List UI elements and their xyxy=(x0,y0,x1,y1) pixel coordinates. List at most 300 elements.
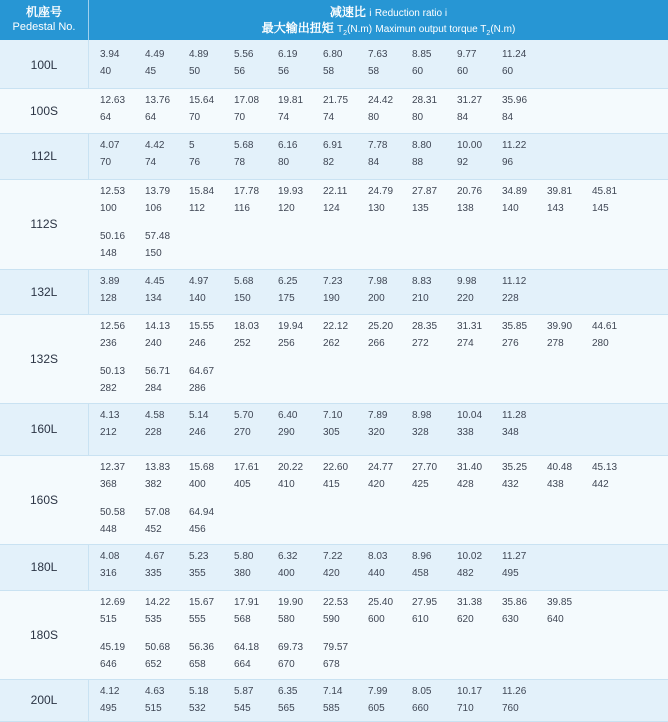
output-torque-value: 134 xyxy=(145,293,162,304)
ratio-torque-cell xyxy=(457,276,501,305)
output-torque-value: 40 xyxy=(100,66,112,77)
reduction-ratio-value: 12.63 xyxy=(100,95,126,106)
reduction-ratio-value: 8.96 xyxy=(412,551,432,562)
ratio-torque-cell xyxy=(502,597,546,626)
output-torque-value: 84 xyxy=(457,112,469,123)
reduction-ratio-value: 5.68 xyxy=(234,276,254,287)
ratio-torque-cell xyxy=(100,95,144,124)
reduction-ratio-value: 17.08 xyxy=(234,95,260,106)
pedestal-label: 132S xyxy=(29,352,59,366)
ratio-torque-cell xyxy=(145,686,189,715)
output-torque-value: 145 xyxy=(592,203,609,214)
ratio-torque-cell xyxy=(189,410,233,439)
reduction-ratio-value: 35.86 xyxy=(502,597,528,608)
output-torque-value: 138 xyxy=(457,203,474,214)
ratio-torque-cell xyxy=(145,462,189,491)
reduction-ratio-value: 45.81 xyxy=(592,186,618,197)
output-torque-value: 228 xyxy=(145,427,162,438)
reduction-ratio-value: 17.78 xyxy=(234,186,260,197)
output-torque-value: 200 xyxy=(368,293,385,304)
reduction-ratio-value: 22.60 xyxy=(323,462,349,473)
ratio-torque-cell xyxy=(412,186,456,215)
output-torque-value: 92 xyxy=(457,157,469,168)
pedestal-header-zh: 机座号 xyxy=(25,5,62,19)
torque-header-sym: $T_2(N.m)$ xyxy=(337,24,373,37)
reduction-ratio-value: 6.19 xyxy=(278,49,298,60)
table-row xyxy=(0,43,668,89)
reduction-ratio-value: 31.31 xyxy=(457,321,483,332)
output-torque-value: 150 xyxy=(234,293,251,304)
reduction-ratio-value: 6.16 xyxy=(278,140,298,151)
ratio-torque-cell xyxy=(368,462,412,491)
output-torque-value: 400 xyxy=(189,479,206,490)
ratio-torque-cell xyxy=(189,366,233,395)
ratio-torque-cell xyxy=(189,462,233,491)
ratio-torque-cell xyxy=(502,462,546,491)
ratio-torque-cell xyxy=(145,507,189,536)
reduction-ratio-value: 5.14 xyxy=(189,410,209,421)
pedestal-header xyxy=(0,0,89,40)
output-torque-value: 116 xyxy=(234,203,250,214)
reduction-ratio-value: 13.76 xyxy=(145,95,171,106)
ratio-torque-cell xyxy=(368,321,412,350)
output-torque-value: 428 xyxy=(457,479,474,490)
ratio-header-zh: 减速比 xyxy=(329,5,366,19)
output-torque-value: 80 xyxy=(412,112,424,123)
reduction-ratio-value: 69.73 xyxy=(278,642,304,653)
ratio-torque-cell xyxy=(368,551,412,580)
table-row xyxy=(0,315,668,404)
output-torque-value: 56 xyxy=(278,66,290,77)
output-torque-value: 60 xyxy=(412,66,424,77)
output-torque-value: 532 xyxy=(189,703,206,714)
ratio-torque-cell xyxy=(323,321,367,350)
reduction-ratio-value: 4.45 xyxy=(145,276,165,287)
reduction-ratio-value: 39.85 xyxy=(547,597,573,608)
reduction-ratio-value: 4.89 xyxy=(189,49,209,60)
reduction-ratio-value: 12.69 xyxy=(100,597,126,608)
ratio-torque-cell xyxy=(368,49,412,78)
ratio-header xyxy=(89,5,668,21)
output-torque-value: 278 xyxy=(547,338,564,349)
reduction-ratio-value: 19.94 xyxy=(278,321,304,332)
ratio-torque-cell xyxy=(189,95,233,124)
output-torque-value: 420 xyxy=(323,568,340,579)
output-torque-value: 448 xyxy=(100,524,117,535)
reduction-ratio-value: 28.35 xyxy=(412,321,438,332)
reduction-ratio-value: 6.91 xyxy=(323,140,343,151)
output-torque-value: 610 xyxy=(412,614,429,625)
reduction-ratio-value: 25.40 xyxy=(368,597,394,608)
ratio-torque-cell xyxy=(145,597,189,626)
ratio-torque-cell xyxy=(278,410,322,439)
ratio-torque-cell xyxy=(323,462,367,491)
reduction-ratio-value: 7.99 xyxy=(368,686,388,697)
ratio-torque-cell xyxy=(278,597,322,626)
reduction-ratio-value: 31.38 xyxy=(457,597,483,608)
output-torque-value: 84 xyxy=(502,112,514,123)
reduction-ratio-value: 7.10 xyxy=(323,410,343,421)
ratio-torque-cell xyxy=(278,186,322,215)
reduction-ratio-value: 3.94 xyxy=(100,49,120,60)
reduction-ratio-value: 15.84 xyxy=(189,186,215,197)
ratio-torque-cell xyxy=(189,186,233,215)
reduction-ratio-value: 10.17 xyxy=(457,686,483,697)
ratio-torque-cell xyxy=(100,686,144,715)
ratio-torque-cell xyxy=(100,276,144,305)
reduction-ratio-value: 8.03 xyxy=(368,551,388,562)
ratio-torque-cell xyxy=(189,551,233,580)
ratio-torque-cell xyxy=(145,366,189,395)
output-torque-value: 140 xyxy=(189,293,206,304)
output-torque-value: 660 xyxy=(412,703,429,714)
reduction-ratio-value: 50.68 xyxy=(145,642,171,653)
ratio-torque-cell xyxy=(502,410,546,439)
output-torque-value: 64 xyxy=(100,112,112,123)
ratio-torque-cell xyxy=(323,186,367,215)
ratio-torque-cell xyxy=(502,140,546,169)
reduction-ratio-value: 15.55 xyxy=(189,321,215,332)
reduction-ratio-value: 4.97 xyxy=(189,276,209,287)
ratio-torque-cell xyxy=(457,95,501,124)
output-torque-value: 80 xyxy=(278,157,290,168)
torque-header xyxy=(89,21,668,41)
table-row xyxy=(0,134,668,180)
output-torque-value: 252 xyxy=(234,338,251,349)
ratio-torque-cell xyxy=(502,186,546,215)
ratio-header-en: Reduction ratio i xyxy=(374,8,448,19)
output-torque-value: 82 xyxy=(323,157,335,168)
output-torque-value: 246 xyxy=(189,338,206,349)
output-torque-value: 270 xyxy=(234,427,251,438)
reduction-ratio-value: 17.61 xyxy=(234,462,260,473)
output-torque-value: 210 xyxy=(412,293,429,304)
output-torque-value: 458 xyxy=(412,568,429,579)
ratio-torque-cell xyxy=(368,410,412,439)
reduction-ratio-value: 31.40 xyxy=(457,462,483,473)
ratio-torque-cell xyxy=(323,49,367,78)
output-torque-value: 380 xyxy=(234,568,251,579)
ratio-torque-cell xyxy=(145,49,189,78)
reduction-ratio-value: 4.58 xyxy=(145,410,165,421)
ratio-torque-cell xyxy=(234,597,278,626)
reduction-ratio-value: 10.00 xyxy=(457,140,483,151)
table-row xyxy=(0,89,668,134)
reduction-ratio-value: 11.24 xyxy=(502,49,527,60)
ratio-torque-cell xyxy=(145,642,189,671)
ratio-torque-cell xyxy=(368,597,412,626)
reduction-ratio-value: 15.67 xyxy=(189,597,215,608)
reduction-ratio-value: 79.57 xyxy=(323,642,349,653)
output-torque-value: 212 xyxy=(100,427,117,438)
reduction-ratio-value: 5.80 xyxy=(234,551,254,562)
output-torque-value: 280 xyxy=(592,338,609,349)
reduction-ratio-value: 18.03 xyxy=(234,321,260,332)
reduction-ratio-value: 11.27 xyxy=(502,551,527,562)
reduction-ratio-value: 20.22 xyxy=(278,462,304,473)
ratio-torque-cell xyxy=(547,186,591,215)
output-torque-value: 74 xyxy=(323,112,335,123)
reduction-ratio-value: 12.53 xyxy=(100,186,126,197)
ratio-torque-cell xyxy=(100,186,144,215)
reduction-ratio-value: 39.81 xyxy=(547,186,573,197)
output-torque-value: 124 xyxy=(323,203,340,214)
pedestal-label: 160S xyxy=(29,493,59,507)
reduction-ratio-value: 24.42 xyxy=(368,95,394,106)
ratio-torque-cell xyxy=(412,551,456,580)
ratio-torque-cell xyxy=(547,321,591,350)
reduction-ratio-value: 6.40 xyxy=(278,410,298,421)
output-torque-value: 316 xyxy=(100,568,117,579)
table-row xyxy=(0,180,668,270)
reduction-ratio-value: 7.63 xyxy=(368,49,388,60)
ratio-torque-cell xyxy=(412,321,456,350)
pedestal-label: 200L xyxy=(30,693,58,707)
output-torque-value: 580 xyxy=(278,614,295,625)
reduction-ratio-value: 45.19 xyxy=(100,642,126,653)
ratio-torque-cell xyxy=(100,462,144,491)
reduction-ratio-value: 8.05 xyxy=(412,686,432,697)
output-torque-value: 64 xyxy=(145,112,157,123)
ratio-torque-cell xyxy=(457,321,501,350)
ratio-torque-cell xyxy=(412,276,456,305)
reduction-ratio-value: 6.25 xyxy=(278,276,298,287)
reduction-ratio-value: 25.20 xyxy=(368,321,394,332)
reduction-ratio-value: 15.68 xyxy=(189,462,215,473)
output-torque-value: 442 xyxy=(592,479,609,490)
reduction-ratio-value: 5.68 xyxy=(234,140,254,151)
reduction-ratio-value: 5.18 xyxy=(189,686,209,697)
ratio-torque-cell xyxy=(368,140,412,169)
table-row xyxy=(0,404,668,456)
output-torque-value: 88 xyxy=(412,157,424,168)
reduction-ratio-value: 9.77 xyxy=(457,49,477,60)
output-torque-value: 338 xyxy=(457,427,474,438)
reduction-ratio-value: 39.90 xyxy=(547,321,573,332)
output-torque-value: 60 xyxy=(457,66,469,77)
ratio-torque-cell xyxy=(189,276,233,305)
output-torque-value: 320 xyxy=(368,427,385,438)
ratio-torque-cell xyxy=(412,410,456,439)
pedestal-label: 100L xyxy=(30,58,58,72)
reduction-ratio-value: 6.35 xyxy=(278,686,298,697)
table-row xyxy=(0,680,668,722)
output-torque-value: 106 xyxy=(145,203,162,214)
output-torque-value: 74 xyxy=(145,157,157,168)
output-torque-value: 150 xyxy=(145,248,162,259)
ratio-torque-cell xyxy=(145,186,189,215)
reduction-ratio-value: 24.77 xyxy=(368,462,394,473)
output-torque-value: 368 xyxy=(100,479,117,490)
reduction-ratio-value: 35.85 xyxy=(502,321,528,332)
ratio-torque-cell xyxy=(457,140,501,169)
reduction-ratio-value: 17.91 xyxy=(234,597,260,608)
output-torque-value: 56 xyxy=(234,66,246,77)
output-torque-value: 348 xyxy=(502,427,519,438)
output-torque-value: 590 xyxy=(323,614,340,625)
pedestal-header-en: Pedestal No. xyxy=(12,21,76,33)
ratio-torque-cell xyxy=(189,321,233,350)
reduction-ratio-value: 57.08 xyxy=(145,507,171,518)
output-torque-value: 670 xyxy=(278,659,295,670)
reduction-ratio-value: 8.83 xyxy=(412,276,432,287)
ratio-torque-cell xyxy=(457,49,501,78)
output-torque-value: 135 xyxy=(412,203,429,214)
ratio-torque-cell xyxy=(323,642,367,671)
ratio-torque-cell xyxy=(502,49,546,78)
output-torque-value: 140 xyxy=(502,203,519,214)
output-torque-value: 438 xyxy=(547,479,564,490)
table-row xyxy=(0,456,668,545)
output-torque-value: 678 xyxy=(323,659,340,670)
ratio-torque-cell xyxy=(145,276,189,305)
ratio-torque-cell xyxy=(145,551,189,580)
reduction-ratio-value: 10.02 xyxy=(457,551,483,562)
output-torque-value: 282 xyxy=(100,383,117,394)
ratio-torque-cell xyxy=(412,597,456,626)
output-torque-value: 128 xyxy=(100,293,117,304)
output-torque-value: 100 xyxy=(100,203,117,214)
ratio-torque-cell xyxy=(323,140,367,169)
reduction-ratio-value: 50.13 xyxy=(100,366,126,377)
output-torque-value: 585 xyxy=(323,703,340,714)
pedestal-label: 132L xyxy=(30,285,58,299)
ratio-torque-cell xyxy=(278,140,322,169)
reduction-ratio-value: 64.67 xyxy=(189,366,215,377)
ratio-torque-cell xyxy=(145,410,189,439)
output-torque-value: 60 xyxy=(502,66,514,77)
pedestal-label: 160L xyxy=(30,422,58,436)
output-torque-value: 58 xyxy=(323,66,335,77)
output-torque-value: 305 xyxy=(323,427,340,438)
reduction-ratio-value: 64.94 xyxy=(189,507,215,518)
reduction-ratio-value: 4.08 xyxy=(100,551,120,562)
reduction-ratio-value: 27.95 xyxy=(412,597,438,608)
output-torque-value: 70 xyxy=(189,112,201,123)
output-torque-value: 355 xyxy=(189,568,206,579)
output-torque-value: 568 xyxy=(234,614,251,625)
reduction-ratio-value: 50.16 xyxy=(100,231,126,242)
reduction-ratio-value: 7.14 xyxy=(323,686,343,697)
output-torque-value: 600 xyxy=(368,614,385,625)
reduction-ratio-value: 6.32 xyxy=(278,551,298,562)
ratio-torque-cell xyxy=(189,507,233,536)
output-torque-value: 256 xyxy=(278,338,295,349)
output-torque-value: 425 xyxy=(412,479,429,490)
reduction-ratio-value: 6.80 xyxy=(323,49,343,60)
output-torque-value: 432 xyxy=(502,479,519,490)
ratio-torque-cell xyxy=(457,462,501,491)
ratio-torque-cell xyxy=(234,686,278,715)
reduction-ratio-value: 7.22 xyxy=(323,551,343,562)
output-torque-value: 495 xyxy=(100,703,117,714)
ratio-torque-cell xyxy=(100,140,144,169)
ratio-torque-cell xyxy=(100,551,144,580)
ratio-torque-cell xyxy=(189,597,233,626)
output-torque-value: 630 xyxy=(502,614,519,625)
ratio-torque-cell xyxy=(368,95,412,124)
output-torque-value: 664 xyxy=(234,659,251,670)
ratio-torque-cell xyxy=(234,321,278,350)
ratio-torque-cell xyxy=(278,686,322,715)
reduction-ratio-value: 35.96 xyxy=(502,95,528,106)
reduction-ratio-value: 27.70 xyxy=(412,462,438,473)
ratio-torque-cell xyxy=(189,140,233,169)
output-torque-value: 658 xyxy=(189,659,206,670)
reduction-ratio-value: 28.31 xyxy=(412,95,438,106)
output-torque-value: 710 xyxy=(457,703,474,714)
ratio-torque-cell xyxy=(234,551,278,580)
ratio-torque-cell xyxy=(234,186,278,215)
output-torque-value: 555 xyxy=(189,614,206,625)
ratio-torque-cell xyxy=(145,140,189,169)
ratio-torque-cell xyxy=(100,366,144,395)
output-torque-value: 400 xyxy=(278,568,295,579)
output-torque-value: 652 xyxy=(145,659,162,670)
table-row xyxy=(0,270,668,315)
reduction-ratio-value: 5.87 xyxy=(234,686,254,697)
output-torque-value: 535 xyxy=(145,614,162,625)
table-header xyxy=(0,0,668,40)
ratio-torque-cell xyxy=(278,321,322,350)
output-torque-value: 78 xyxy=(234,157,246,168)
reduction-ratio-value: 7.23 xyxy=(323,276,343,287)
reduction-ratio-value: 31.27 xyxy=(457,95,483,106)
reduction-ratio-value: 22.11 xyxy=(323,186,348,197)
output-torque-value: 495 xyxy=(502,568,519,579)
ratio-torque-cell xyxy=(189,642,233,671)
reduction-ratio-value: 11.12 xyxy=(502,276,527,287)
reduction-ratio-value: 14.13 xyxy=(145,321,171,332)
ratio-header-sym: i xyxy=(369,8,372,19)
ratio-torque-cell xyxy=(323,410,367,439)
output-torque-value: 290 xyxy=(278,427,295,438)
ratio-torque-cell xyxy=(278,551,322,580)
output-torque-value: 646 xyxy=(100,659,117,670)
reduction-ratio-value: 11.28 xyxy=(502,410,527,421)
output-torque-value: 266 xyxy=(368,338,385,349)
output-torque-value: 410 xyxy=(278,479,295,490)
output-torque-value: 120 xyxy=(278,203,295,214)
output-torque-value: 274 xyxy=(457,338,474,349)
pedestal-label: 100S xyxy=(29,104,59,118)
table-row xyxy=(0,545,668,591)
reduction-ratio-value: 44.61 xyxy=(592,321,618,332)
torque-header-zh: 最大输出扭矩 xyxy=(261,21,334,35)
reduction-ratio-value: 14.22 xyxy=(145,597,171,608)
output-torque-value: 272 xyxy=(412,338,429,349)
ratio-torque-cell xyxy=(278,642,322,671)
ratio-torque-cell xyxy=(502,95,546,124)
ratio-torque-cell xyxy=(457,686,501,715)
output-torque-value: 148 xyxy=(100,248,117,259)
output-torque-value: 335 xyxy=(145,568,162,579)
output-torque-value: 284 xyxy=(145,383,162,394)
ratio-torque-cell xyxy=(502,551,546,580)
reduction-ratio-value: 57.48 xyxy=(145,231,171,242)
reduction-ratio-value: 21.75 xyxy=(323,95,349,106)
reduction-ratio-value: 64.18 xyxy=(234,642,260,653)
reduction-ratio-value: 4.42 xyxy=(145,140,165,151)
ratio-torque-cell xyxy=(502,276,546,305)
output-torque-value: 70 xyxy=(100,157,112,168)
ratio-torque-cell xyxy=(234,410,278,439)
ratio-torque-cell xyxy=(412,49,456,78)
ratio-torque-cell xyxy=(100,231,144,260)
reduction-ratio-value: 34.89 xyxy=(502,186,528,197)
ratio-torque-cell xyxy=(234,462,278,491)
ratio-torque-cell xyxy=(412,462,456,491)
